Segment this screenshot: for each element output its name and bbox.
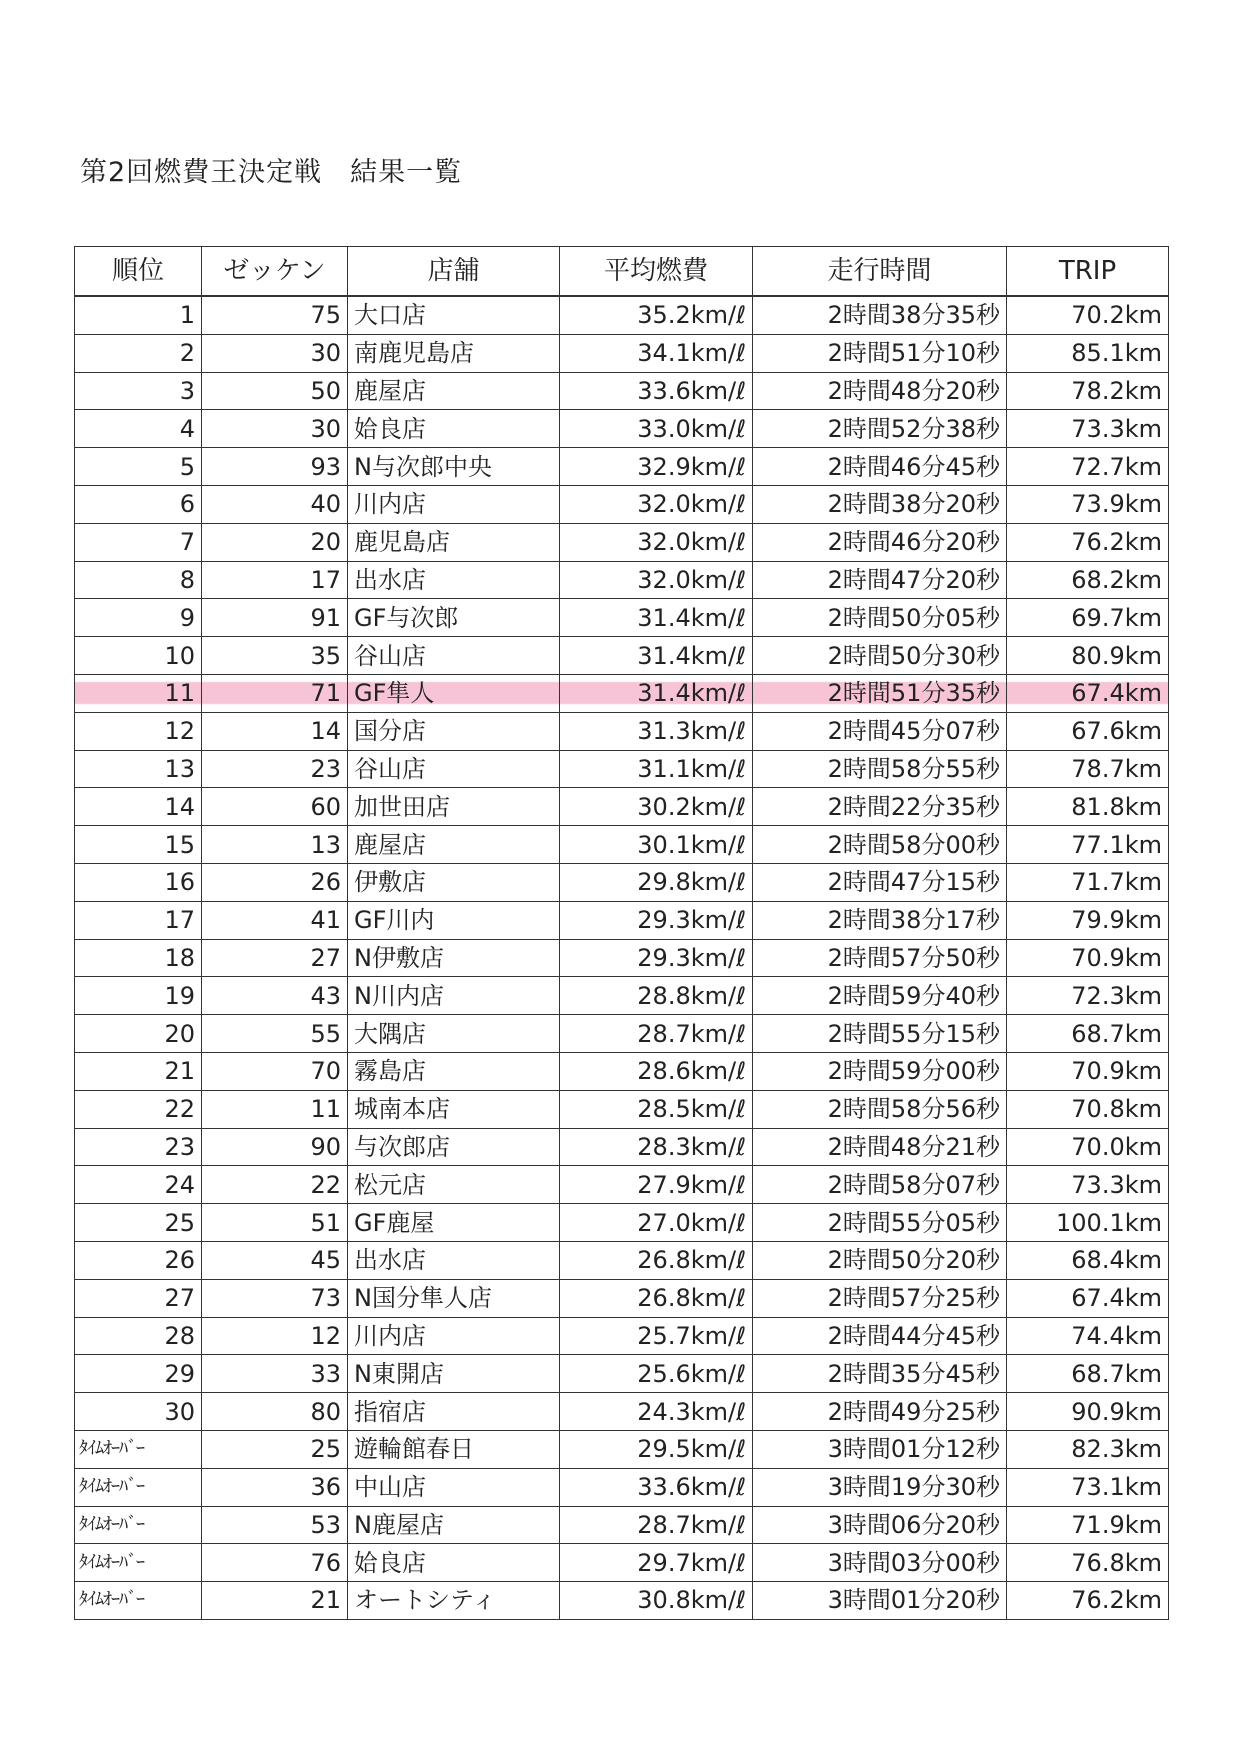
fuel-cell: 34.1km/ℓ: [560, 334, 753, 372]
rank-cell: 17: [75, 901, 202, 939]
fuel-cell: 28.7km/ℓ: [560, 1506, 753, 1544]
time-cell: 2時間50分30秒: [753, 637, 1007, 675]
table-row: [75, 1204, 1169, 1242]
bib-cell: 45: [202, 1241, 348, 1279]
time-cell: 2時間51分10秒: [753, 334, 1007, 372]
table-row: [75, 485, 1169, 523]
trip-cell: 76.2km: [1007, 1582, 1169, 1620]
bib-cell: 12: [202, 1317, 348, 1355]
header-trip: TRIP: [1007, 247, 1169, 297]
shop-cell: N国分隼人店: [348, 1279, 560, 1317]
fuel-cell: 32.0km/ℓ: [560, 561, 753, 599]
table-row: [75, 1582, 1169, 1620]
shop-cell: GF鹿屋: [348, 1204, 560, 1242]
shop-cell: オートシティ: [348, 1582, 560, 1620]
header-time: 走行時間: [753, 247, 1007, 297]
bib-cell: 91: [202, 599, 348, 637]
fuel-cell: 32.0km/ℓ: [560, 523, 753, 561]
trip-cell: 76.8km: [1007, 1544, 1169, 1582]
trip-cell: 90.9km: [1007, 1393, 1169, 1431]
rank-cell: 5: [75, 448, 202, 486]
rank-cell: 30: [75, 1393, 202, 1431]
rank-cell: 28: [75, 1317, 202, 1355]
time-cell: 2時間46分20秒: [753, 523, 1007, 561]
bib-cell: 53: [202, 1506, 348, 1544]
bib-cell: 36: [202, 1468, 348, 1506]
header-bib: ゼッケン: [202, 247, 348, 297]
fuel-cell: 25.6km/ℓ: [560, 1355, 753, 1393]
fuel-cell: 26.8km/ℓ: [560, 1241, 753, 1279]
table-row: [75, 296, 1169, 334]
bib-cell: 43: [202, 977, 348, 1015]
table-row: [75, 1128, 1169, 1166]
fuel-cell: 29.5km/ℓ: [560, 1430, 753, 1468]
time-cell: 2時間47分15秒: [753, 863, 1007, 901]
shop-cell: N鹿屋店: [348, 1506, 560, 1544]
time-cell: 2時間52分38秒: [753, 410, 1007, 448]
trip-cell: 70.9km: [1007, 939, 1169, 977]
bib-cell: 27: [202, 939, 348, 977]
trip-cell: 72.3km: [1007, 977, 1169, 1015]
fuel-cell: 35.2km/ℓ: [560, 296, 753, 334]
trip-cell: 78.2km: [1007, 372, 1169, 410]
time-cell: 2時間44分45秒: [753, 1317, 1007, 1355]
table-row: [75, 1241, 1169, 1279]
shop-cell: 国分店: [348, 712, 560, 750]
rank-cell: 4: [75, 410, 202, 448]
bib-cell: 40: [202, 485, 348, 523]
trip-cell: 69.7km: [1007, 599, 1169, 637]
shop-cell: 城南本店: [348, 1090, 560, 1128]
bib-cell: 11: [202, 1090, 348, 1128]
bib-cell: 23: [202, 750, 348, 788]
shop-cell: GF川内: [348, 901, 560, 939]
bib-cell: 35: [202, 637, 348, 675]
trip-cell: 68.2km: [1007, 561, 1169, 599]
bib-cell: 51: [202, 1204, 348, 1242]
fuel-cell: 31.4km/ℓ: [560, 599, 753, 637]
rank-cell: 12: [75, 712, 202, 750]
rank-cell: 11: [75, 674, 202, 712]
time-cell: 2時間46分45秒: [753, 448, 1007, 486]
time-cell: 2時間48分21秒: [753, 1128, 1007, 1166]
shop-cell: 大口店: [348, 296, 560, 334]
header-shop: 店舗: [348, 247, 560, 297]
fuel-cell: 29.3km/ℓ: [560, 901, 753, 939]
bib-cell: 70: [202, 1052, 348, 1090]
rank-cell: 26: [75, 1241, 202, 1279]
fuel-cell: 31.4km/ℓ: [560, 637, 753, 675]
results-body: [75, 296, 1169, 1619]
fuel-cell: 27.9km/ℓ: [560, 1166, 753, 1204]
trip-cell: 73.3km: [1007, 410, 1169, 448]
shop-cell: 指宿店: [348, 1393, 560, 1431]
fuel-cell: 29.8km/ℓ: [560, 863, 753, 901]
shop-cell: 与次郎店: [348, 1128, 560, 1166]
fuel-cell: 28.3km/ℓ: [560, 1128, 753, 1166]
rank-cell: 13: [75, 750, 202, 788]
bib-cell: 75: [202, 296, 348, 334]
table-row: [75, 410, 1169, 448]
table-row: [75, 372, 1169, 410]
time-cell: 2時間58分56秒: [753, 1090, 1007, 1128]
header-rank: 順位: [75, 247, 202, 297]
table-row: [75, 901, 1169, 939]
trip-cell: 68.7km: [1007, 1355, 1169, 1393]
trip-cell: 68.7km: [1007, 1015, 1169, 1053]
bib-cell: 41: [202, 901, 348, 939]
bib-cell: 26: [202, 863, 348, 901]
shop-cell: 姶良店: [348, 1544, 560, 1582]
time-cell: 3時間03分00秒: [753, 1544, 1007, 1582]
bib-cell: 80: [202, 1393, 348, 1431]
table-row: [75, 1506, 1169, 1544]
bib-cell: 25: [202, 1430, 348, 1468]
rank-cell: 25: [75, 1204, 202, 1242]
bib-cell: 30: [202, 410, 348, 448]
trip-cell: 71.7km: [1007, 863, 1169, 901]
fuel-cell: 28.5km/ℓ: [560, 1090, 753, 1128]
bib-cell: 17: [202, 561, 348, 599]
table-row: [75, 448, 1169, 486]
shop-cell: 鹿屋店: [348, 372, 560, 410]
shop-cell: 加世田店: [348, 788, 560, 826]
time-cell: 2時間58分07秒: [753, 1166, 1007, 1204]
time-cell: 2時間50分05秒: [753, 599, 1007, 637]
trip-cell: 70.2km: [1007, 296, 1169, 334]
trip-cell: 81.8km: [1007, 788, 1169, 826]
rank-cell: 9: [75, 599, 202, 637]
fuel-cell: 29.3km/ℓ: [560, 939, 753, 977]
rank-cell: 22: [75, 1090, 202, 1128]
trip-cell: 76.2km: [1007, 523, 1169, 561]
trip-cell: 73.9km: [1007, 485, 1169, 523]
table-row: [75, 599, 1169, 637]
rank-cell: 7: [75, 523, 202, 561]
table-row: [75, 1430, 1169, 1468]
rank-cell: 20: [75, 1015, 202, 1053]
fuel-cell: 25.7km/ℓ: [560, 1317, 753, 1355]
rank-cell: 24: [75, 1166, 202, 1204]
shop-cell: N与次郎中央: [348, 448, 560, 486]
time-cell: 2時間38分17秒: [753, 901, 1007, 939]
time-cell: 2時間49分25秒: [753, 1393, 1007, 1431]
time-cell: 2時間55分05秒: [753, 1204, 1007, 1242]
bib-cell: 76: [202, 1544, 348, 1582]
table-row: [75, 826, 1169, 864]
table-row: [75, 1279, 1169, 1317]
trip-cell: 78.7km: [1007, 750, 1169, 788]
bib-cell: 55: [202, 1015, 348, 1053]
rank-cell: ﾀｲﾑｵｰﾊﾞｰ: [75, 1544, 202, 1582]
fuel-cell: 33.0km/ℓ: [560, 410, 753, 448]
bib-cell: 14: [202, 712, 348, 750]
fuel-cell: 28.7km/ℓ: [560, 1015, 753, 1053]
bib-cell: 20: [202, 523, 348, 561]
shop-cell: 大隅店: [348, 1015, 560, 1053]
shop-cell: 姶良店: [348, 410, 560, 448]
time-cell: 2時間59分00秒: [753, 1052, 1007, 1090]
rank-cell: 10: [75, 637, 202, 675]
table-row: [75, 939, 1169, 977]
shop-cell: 中山店: [348, 1468, 560, 1506]
time-cell: 2時間38分20秒: [753, 485, 1007, 523]
time-cell: 2時間58分00秒: [753, 826, 1007, 864]
table-row: [75, 1166, 1169, 1204]
rank-cell: 1: [75, 296, 202, 334]
time-cell: 2時間22分35秒: [753, 788, 1007, 826]
trip-cell: 74.4km: [1007, 1317, 1169, 1355]
fuel-cell: 31.3km/ℓ: [560, 712, 753, 750]
table-row: [75, 863, 1169, 901]
bib-cell: 73: [202, 1279, 348, 1317]
time-cell: 2時間57分25秒: [753, 1279, 1007, 1317]
time-cell: 3時間01分20秒: [753, 1582, 1007, 1620]
rank-cell: 2: [75, 334, 202, 372]
rank-cell: 6: [75, 485, 202, 523]
shop-cell: 伊敷店: [348, 863, 560, 901]
bib-cell: 93: [202, 448, 348, 486]
rank-cell: 16: [75, 863, 202, 901]
document-title: 第2回燃費王決定戦 結果一覧: [80, 157, 463, 188]
fuel-cell: 28.8km/ℓ: [560, 977, 753, 1015]
results-table: [74, 246, 1169, 1620]
table-row: [75, 1015, 1169, 1053]
time-cell: 2時間38分35秒: [753, 296, 1007, 334]
table-row: [75, 674, 1169, 712]
shop-cell: 出水店: [348, 1241, 560, 1279]
table-row: [75, 1393, 1169, 1431]
fuel-cell: 32.0km/ℓ: [560, 485, 753, 523]
rank-cell: ﾀｲﾑｵｰﾊﾞｰ: [75, 1506, 202, 1544]
table-row: [75, 1355, 1169, 1393]
table-row: [75, 977, 1169, 1015]
header-row: [75, 247, 1169, 297]
shop-cell: 鹿児島店: [348, 523, 560, 561]
fuel-cell: 32.9km/ℓ: [560, 448, 753, 486]
table-row: [75, 1052, 1169, 1090]
table-row: [75, 561, 1169, 599]
rank-cell: ﾀｲﾑｵｰﾊﾞｰ: [75, 1468, 202, 1506]
fuel-cell: 30.1km/ℓ: [560, 826, 753, 864]
fuel-cell: 29.7km/ℓ: [560, 1544, 753, 1582]
table-row: [75, 712, 1169, 750]
trip-cell: 73.3km: [1007, 1166, 1169, 1204]
shop-cell: 南鹿児島店: [348, 334, 560, 372]
rank-cell: 3: [75, 372, 202, 410]
time-cell: 3時間01分12秒: [753, 1430, 1007, 1468]
shop-cell: 鹿屋店: [348, 826, 560, 864]
time-cell: 2時間55分15秒: [753, 1015, 1007, 1053]
rank-cell: 27: [75, 1279, 202, 1317]
trip-cell: 80.9km: [1007, 637, 1169, 675]
bib-cell: 90: [202, 1128, 348, 1166]
fuel-cell: 31.4km/ℓ: [560, 674, 753, 712]
rank-cell: 21: [75, 1052, 202, 1090]
shop-cell: 霧島店: [348, 1052, 560, 1090]
bib-cell: 50: [202, 372, 348, 410]
shop-cell: 谷山店: [348, 637, 560, 675]
trip-cell: 71.9km: [1007, 1506, 1169, 1544]
shop-cell: 遊輪館春日: [348, 1430, 560, 1468]
shop-cell: N東開店: [348, 1355, 560, 1393]
shop-cell: N川内店: [348, 977, 560, 1015]
table-row: [75, 1468, 1169, 1506]
fuel-cell: 30.2km/ℓ: [560, 788, 753, 826]
trip-cell: 82.3km: [1007, 1430, 1169, 1468]
fuel-cell: 31.1km/ℓ: [560, 750, 753, 788]
bib-cell: 22: [202, 1166, 348, 1204]
trip-cell: 68.4km: [1007, 1241, 1169, 1279]
trip-cell: 70.9km: [1007, 1052, 1169, 1090]
table-row: [75, 334, 1169, 372]
shop-cell: 谷山店: [348, 750, 560, 788]
table-row: [75, 750, 1169, 788]
rank-cell: 23: [75, 1128, 202, 1166]
table-row: [75, 1317, 1169, 1355]
fuel-cell: 30.8km/ℓ: [560, 1582, 753, 1620]
trip-cell: 72.7km: [1007, 448, 1169, 486]
table-row: [75, 523, 1169, 561]
rank-cell: ﾀｲﾑｵｰﾊﾞｰ: [75, 1582, 202, 1620]
rank-cell: 14: [75, 788, 202, 826]
shop-cell: GF隼人: [348, 674, 560, 712]
table-row: [75, 1544, 1169, 1582]
time-cell: 2時間51分35秒: [753, 674, 1007, 712]
table-row: [75, 637, 1169, 675]
time-cell: 2時間48分20秒: [753, 372, 1007, 410]
fuel-cell: 33.6km/ℓ: [560, 1468, 753, 1506]
shop-cell: 川内店: [348, 485, 560, 523]
time-cell: 3時間06分20秒: [753, 1506, 1007, 1544]
trip-cell: 67.4km: [1007, 674, 1169, 712]
trip-cell: 79.9km: [1007, 901, 1169, 939]
time-cell: 2時間47分20秒: [753, 561, 1007, 599]
fuel-cell: 27.0km/ℓ: [560, 1204, 753, 1242]
shop-cell: 出水店: [348, 561, 560, 599]
rank-cell: 19: [75, 977, 202, 1015]
table-row: [75, 1090, 1169, 1128]
bib-cell: 30: [202, 334, 348, 372]
header-fuel: 平均燃費: [560, 247, 753, 297]
trip-cell: 67.6km: [1007, 712, 1169, 750]
trip-cell: 100.1km: [1007, 1204, 1169, 1242]
fuel-cell: 24.3km/ℓ: [560, 1393, 753, 1431]
fuel-cell: 26.8km/ℓ: [560, 1279, 753, 1317]
time-cell: 3時間19分30秒: [753, 1468, 1007, 1506]
time-cell: 2時間59分40秒: [753, 977, 1007, 1015]
time-cell: 2時間35分45秒: [753, 1355, 1007, 1393]
bib-cell: 60: [202, 788, 348, 826]
rank-cell: 29: [75, 1355, 202, 1393]
time-cell: 2時間57分50秒: [753, 939, 1007, 977]
fuel-cell: 28.6km/ℓ: [560, 1052, 753, 1090]
trip-cell: 85.1km: [1007, 334, 1169, 372]
rank-cell: 8: [75, 561, 202, 599]
time-cell: 2時間58分55秒: [753, 750, 1007, 788]
rank-cell: 18: [75, 939, 202, 977]
bib-cell: 21: [202, 1582, 348, 1620]
bib-cell: 33: [202, 1355, 348, 1393]
rank-cell: ﾀｲﾑｵｰﾊﾞｰ: [75, 1430, 202, 1468]
bib-cell: 13: [202, 826, 348, 864]
shop-cell: GF与次郎: [348, 599, 560, 637]
trip-cell: 73.1km: [1007, 1468, 1169, 1506]
shop-cell: 川内店: [348, 1317, 560, 1355]
trip-cell: 67.4km: [1007, 1279, 1169, 1317]
trip-cell: 70.0km: [1007, 1128, 1169, 1166]
trip-cell: 70.8km: [1007, 1090, 1169, 1128]
rank-cell: 15: [75, 826, 202, 864]
shop-cell: 松元店: [348, 1166, 560, 1204]
shop-cell: N伊敷店: [348, 939, 560, 977]
fuel-cell: 33.6km/ℓ: [560, 372, 753, 410]
bib-cell: 71: [202, 674, 348, 712]
table-row: [75, 788, 1169, 826]
time-cell: 2時間50分20秒: [753, 1241, 1007, 1279]
trip-cell: 77.1km: [1007, 826, 1169, 864]
time-cell: 2時間45分07秒: [753, 712, 1007, 750]
